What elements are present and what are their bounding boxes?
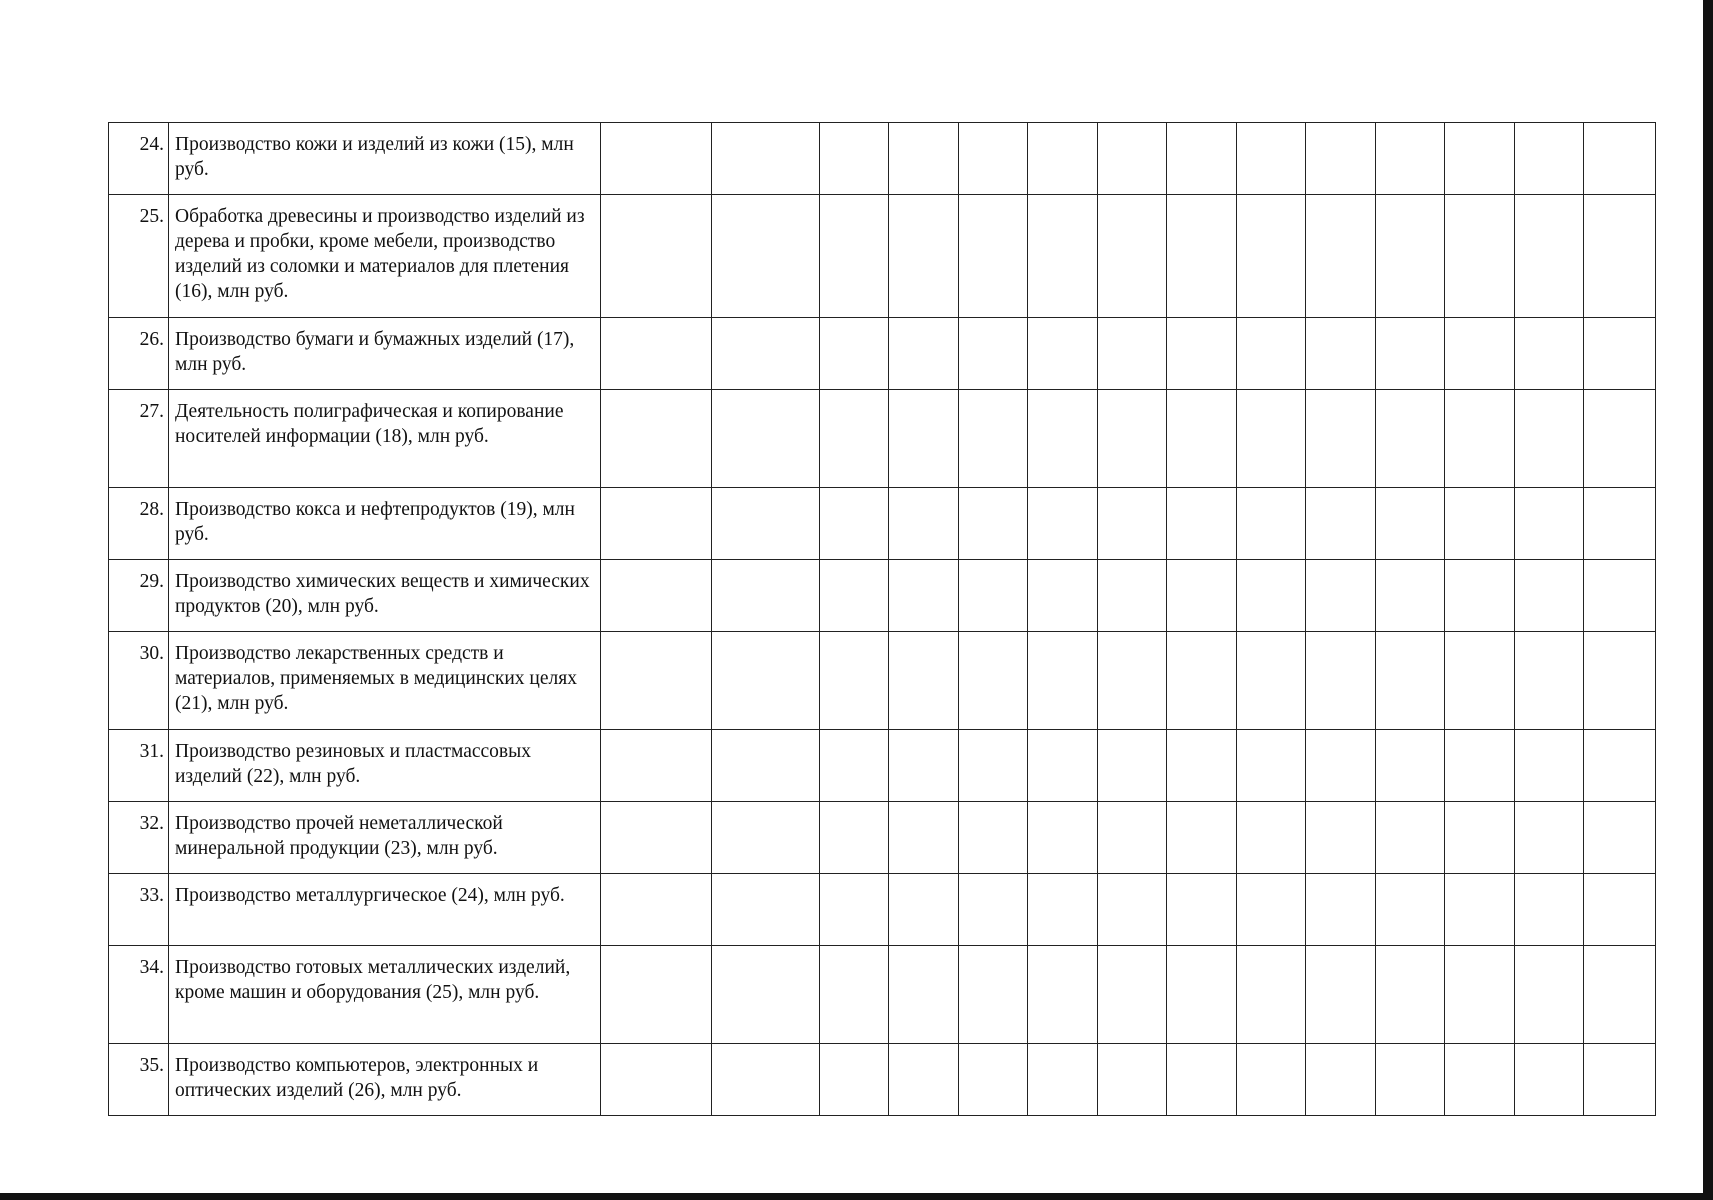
- data-cell: [1098, 802, 1167, 874]
- data-cell: [1167, 318, 1237, 390]
- data-cell: [1306, 488, 1376, 560]
- data-cell: [889, 1044, 959, 1116]
- data-cell: [1445, 632, 1515, 730]
- scan-edge-right: [1703, 0, 1713, 1200]
- data-cell: [959, 390, 1028, 488]
- row-label: Производство резиновых и пластмассовых изделий (22), млн руб.: [169, 730, 601, 802]
- row-number: 34.: [109, 946, 169, 1044]
- table-row: [109, 560, 1656, 632]
- data-cell: [889, 390, 959, 488]
- data-cell: [1167, 123, 1237, 195]
- row-label: Производство кожи и изделий из кожи (15), млн руб.: [169, 123, 601, 195]
- data-cell: [1028, 123, 1098, 195]
- data-cell: [601, 488, 712, 560]
- data-cell: [712, 730, 820, 802]
- data-cell: [1515, 390, 1584, 488]
- data-cell: [889, 874, 959, 946]
- data-cell: [1584, 874, 1656, 946]
- table-row: [109, 195, 1656, 318]
- data-cell: [1376, 730, 1445, 802]
- data-cell: [1028, 390, 1098, 488]
- row-number: 30.: [109, 632, 169, 730]
- data-cell: [601, 390, 712, 488]
- row-label: Производство прочей неметаллической минеральной продукции (23), млн руб.: [169, 802, 601, 874]
- data-cell: [820, 390, 889, 488]
- data-cell: [889, 195, 959, 318]
- data-cell: [1306, 874, 1376, 946]
- data-cell: [959, 123, 1028, 195]
- data-cell: [1376, 318, 1445, 390]
- data-cell: [1445, 1044, 1515, 1116]
- data-cell: [959, 195, 1028, 318]
- data-cell: [601, 1044, 712, 1116]
- data-cell: [1237, 195, 1306, 318]
- data-cell: [712, 318, 820, 390]
- data-cell: [1515, 802, 1584, 874]
- data-cell: [820, 632, 889, 730]
- data-cell: [1098, 632, 1167, 730]
- data-cell: [1306, 318, 1376, 390]
- table-row: [109, 390, 1656, 488]
- data-cell: [1445, 488, 1515, 560]
- data-cell: [889, 123, 959, 195]
- data-cell: [1167, 632, 1237, 730]
- data-cell: [1237, 874, 1306, 946]
- data-cell: [601, 195, 712, 318]
- data-cell: [959, 874, 1028, 946]
- data-cell: [1306, 802, 1376, 874]
- data-cell: [820, 123, 889, 195]
- data-cell: [712, 390, 820, 488]
- row-number: 31.: [109, 730, 169, 802]
- data-cell: [1237, 123, 1306, 195]
- data-cell: [1028, 802, 1098, 874]
- data-cell: [1028, 560, 1098, 632]
- data-cell: [1167, 946, 1237, 1044]
- data-cell: [1098, 874, 1167, 946]
- data-cell: [1584, 946, 1656, 1044]
- data-cell: [1584, 632, 1656, 730]
- row-label: Обработка древесины и производство изделий из дерева и пробки, кроме мебели, производство изделий из соломки и материалов для плетения (16), млн руб.: [169, 195, 601, 318]
- data-cell: [1515, 488, 1584, 560]
- data-cell: [1098, 195, 1167, 318]
- data-cell: [1515, 195, 1584, 318]
- data-cell: [1167, 560, 1237, 632]
- data-cell: [1237, 802, 1306, 874]
- data-cell: [889, 946, 959, 1044]
- data-cell: [1306, 1044, 1376, 1116]
- data-cell: [1515, 946, 1584, 1044]
- data-cell: [1237, 318, 1306, 390]
- data-cell: [820, 874, 889, 946]
- data-cell: [1445, 390, 1515, 488]
- row-number: 35.: [109, 1044, 169, 1116]
- table-row: [109, 946, 1656, 1044]
- row-number: 28.: [109, 488, 169, 560]
- data-cell: [1028, 632, 1098, 730]
- data-cell: [601, 318, 712, 390]
- data-cell: [1445, 560, 1515, 632]
- data-cell: [1306, 560, 1376, 632]
- table-row: [109, 318, 1656, 390]
- data-cell: [889, 560, 959, 632]
- data-cell: [1445, 874, 1515, 946]
- data-cell: [1376, 874, 1445, 946]
- data-cell: [1098, 730, 1167, 802]
- data-cell: [1237, 730, 1306, 802]
- data-cell: [820, 195, 889, 318]
- data-cell: [1098, 560, 1167, 632]
- data-cell: [1167, 1044, 1237, 1116]
- data-cell: [1167, 730, 1237, 802]
- data-cell: [1098, 488, 1167, 560]
- data-cell: [1445, 802, 1515, 874]
- table-row: [109, 488, 1656, 560]
- data-cell: [889, 802, 959, 874]
- data-cell: [1237, 560, 1306, 632]
- data-cell: [1376, 390, 1445, 488]
- data-cell: [1445, 318, 1515, 390]
- row-number: 32.: [109, 802, 169, 874]
- data-cell: [1584, 1044, 1656, 1116]
- data-cell: [1376, 1044, 1445, 1116]
- data-cell: [1028, 1044, 1098, 1116]
- data-cell: [1445, 195, 1515, 318]
- indicator-table-wrap: [108, 122, 1656, 1116]
- table-row: [109, 123, 1656, 195]
- data-cell: [1306, 632, 1376, 730]
- row-label: Производство бумаги и бумажных изделий (17), млн руб.: [169, 318, 601, 390]
- data-cell: [889, 318, 959, 390]
- scan-edge-bottom: [0, 1193, 1713, 1200]
- indicator-table: [108, 122, 1656, 1116]
- data-cell: [820, 318, 889, 390]
- data-cell: [959, 560, 1028, 632]
- row-number: 25.: [109, 195, 169, 318]
- data-cell: [601, 946, 712, 1044]
- data-cell: [889, 730, 959, 802]
- data-cell: [712, 874, 820, 946]
- row-label: Производство металлургическое (24), млн руб.: [169, 874, 601, 946]
- data-cell: [1515, 632, 1584, 730]
- data-cell: [1028, 946, 1098, 1044]
- table-row: [109, 802, 1656, 874]
- data-cell: [1306, 730, 1376, 802]
- data-cell: [1028, 874, 1098, 946]
- row-label: Деятельность полиграфическая и копирование носителей информации (18), млн руб.: [169, 390, 601, 488]
- data-cell: [712, 802, 820, 874]
- data-cell: [1445, 946, 1515, 1044]
- row-label: Производство кокса и нефтепродуктов (19), млн руб.: [169, 488, 601, 560]
- data-cell: [1376, 802, 1445, 874]
- data-cell: [1237, 632, 1306, 730]
- data-cell: [712, 488, 820, 560]
- data-cell: [1584, 390, 1656, 488]
- data-cell: [1515, 318, 1584, 390]
- row-number: 26.: [109, 318, 169, 390]
- data-cell: [601, 802, 712, 874]
- data-cell: [1028, 488, 1098, 560]
- row-label: Производство лекарственных средств и материалов, применяемых в медицинских целях (21), млн руб.: [169, 632, 601, 730]
- data-cell: [1306, 946, 1376, 1044]
- row-number: 29.: [109, 560, 169, 632]
- row-label: Производство компьютеров, электронных и оптических изделий (26), млн руб.: [169, 1044, 601, 1116]
- data-cell: [601, 874, 712, 946]
- data-cell: [889, 488, 959, 560]
- data-cell: [1098, 318, 1167, 390]
- data-cell: [1584, 123, 1656, 195]
- data-cell: [959, 1044, 1028, 1116]
- data-cell: [1515, 730, 1584, 802]
- data-cell: [820, 488, 889, 560]
- table-row: [109, 632, 1656, 730]
- data-cell: [1167, 874, 1237, 946]
- data-cell: [712, 632, 820, 730]
- data-cell: [1237, 946, 1306, 1044]
- data-cell: [1237, 488, 1306, 560]
- data-cell: [1515, 1044, 1584, 1116]
- data-cell: [1445, 730, 1515, 802]
- data-cell: [1515, 560, 1584, 632]
- data-cell: [820, 730, 889, 802]
- data-cell: [820, 1044, 889, 1116]
- row-number: 27.: [109, 390, 169, 488]
- data-cell: [1306, 195, 1376, 318]
- data-cell: [1584, 195, 1656, 318]
- data-cell: [712, 560, 820, 632]
- data-cell: [1376, 123, 1445, 195]
- row-number: 33.: [109, 874, 169, 946]
- data-cell: [1584, 318, 1656, 390]
- data-cell: [712, 946, 820, 1044]
- data-cell: [959, 632, 1028, 730]
- table-row: [109, 874, 1656, 946]
- data-cell: [1376, 560, 1445, 632]
- data-cell: [1376, 632, 1445, 730]
- data-cell: [601, 632, 712, 730]
- row-label: Производство готовых металлических изделий, кроме машин и оборудования (25), млн руб.: [169, 946, 601, 1044]
- data-cell: [1098, 946, 1167, 1044]
- data-cell: [712, 195, 820, 318]
- data-cell: [1028, 730, 1098, 802]
- table-row: [109, 1044, 1656, 1116]
- data-cell: [601, 730, 712, 802]
- data-cell: [1306, 390, 1376, 488]
- data-cell: [1237, 390, 1306, 488]
- data-cell: [959, 802, 1028, 874]
- data-cell: [820, 946, 889, 1044]
- data-cell: [1237, 1044, 1306, 1116]
- data-cell: [1098, 1044, 1167, 1116]
- data-cell: [1167, 802, 1237, 874]
- data-cell: [1098, 390, 1167, 488]
- data-cell: [959, 488, 1028, 560]
- data-cell: [1515, 123, 1584, 195]
- data-cell: [1167, 488, 1237, 560]
- data-cell: [712, 1044, 820, 1116]
- data-cell: [1098, 123, 1167, 195]
- data-cell: [1028, 195, 1098, 318]
- row-label: Производство химических веществ и химических продуктов (20), млн руб.: [169, 560, 601, 632]
- data-cell: [820, 560, 889, 632]
- data-cell: [1167, 390, 1237, 488]
- data-cell: [1376, 946, 1445, 1044]
- data-cell: [1028, 318, 1098, 390]
- data-cell: [1584, 560, 1656, 632]
- data-cell: [601, 560, 712, 632]
- data-cell: [1306, 123, 1376, 195]
- data-cell: [1376, 195, 1445, 318]
- table-body: [109, 123, 1656, 1116]
- data-cell: [1584, 802, 1656, 874]
- data-cell: [1584, 730, 1656, 802]
- data-cell: [959, 730, 1028, 802]
- data-cell: [601, 123, 712, 195]
- data-cell: [889, 632, 959, 730]
- data-cell: [1445, 123, 1515, 195]
- data-cell: [959, 318, 1028, 390]
- data-cell: [820, 802, 889, 874]
- table-row: [109, 730, 1656, 802]
- data-cell: [1376, 488, 1445, 560]
- data-cell: [1515, 874, 1584, 946]
- data-cell: [712, 123, 820, 195]
- row-number: 24.: [109, 123, 169, 195]
- data-cell: [1167, 195, 1237, 318]
- data-cell: [1584, 488, 1656, 560]
- data-cell: [959, 946, 1028, 1044]
